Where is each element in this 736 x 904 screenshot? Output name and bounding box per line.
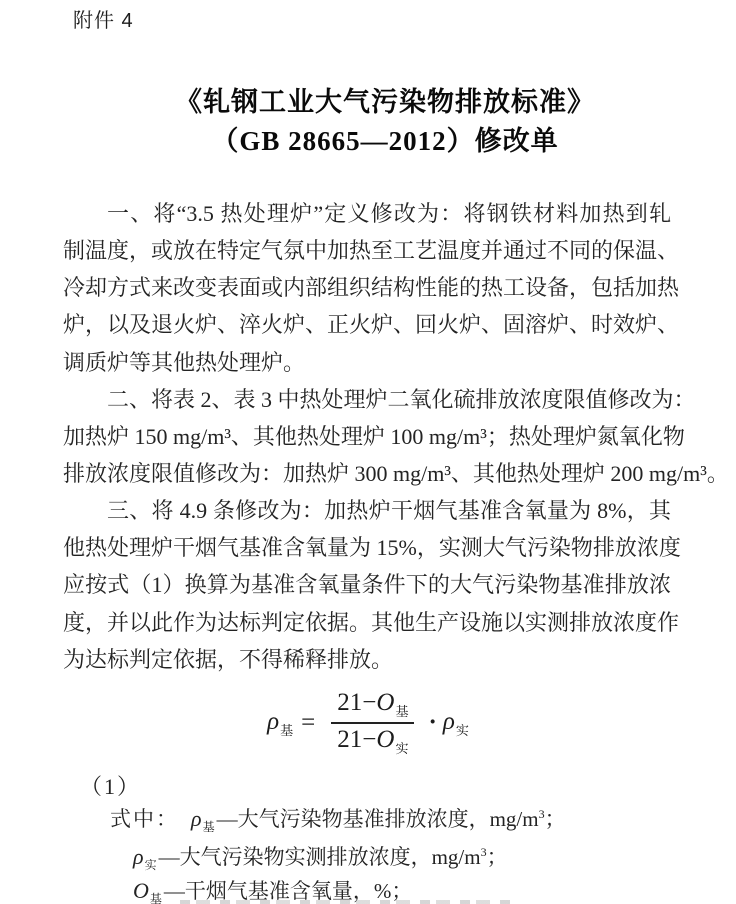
body-line: 二、将表 2、表 3 中热处理炉二氧化硫排放浓度限值修改为： bbox=[107, 386, 696, 412]
definition-line: 式中： $\rho_基—$大气污染物基准排放浓度，$mg/m^3$； bbox=[110, 806, 566, 834]
body-line: 炉，以及退火炉、淬火炉、正火炉、回火炉、固溶炉、时效炉、 bbox=[63, 312, 680, 338]
attachment-label: 附件 4 bbox=[73, 10, 134, 32]
body-line: 应按式（1）换算为基准含氧量条件下的大气污染物基准排放浓 bbox=[63, 572, 671, 598]
definition-line: $O_基—$干烟气基准含氧量，%； bbox=[133, 878, 413, 904]
body-line: 加热炉 150 mg/m³、其他热处理炉 100 mg/m³；热处理炉氮氧化物 bbox=[63, 423, 685, 449]
superscript: 3 bbox=[480, 845, 487, 859]
body-line: 三、将 4.9 条修改为：加热炉干烟气基准含氧量为 8%，其 bbox=[107, 498, 671, 524]
definition-text: —大气污染物实测排放浓度，mg/m bbox=[158, 845, 481, 869]
superscript: 3 bbox=[538, 807, 545, 821]
formula-number-label: （1） bbox=[80, 774, 142, 799]
rho-base-symbol: ρ bbox=[191, 806, 202, 831]
formula-lhs-symbol: $\rho_基$ bbox=[267, 707, 294, 738]
body-line: 一、将“3.5 热处理炉”定义修改为：将钢铁材料加热到轧 bbox=[107, 201, 671, 226]
formula-rhs-symbol: $\rho_实$ bbox=[442, 707, 469, 738]
formula-fraction bbox=[331, 689, 414, 757]
rho-measured-symbol: ρ bbox=[133, 844, 144, 869]
multiplication-dot: · bbox=[428, 709, 437, 736]
body-line: 他热处理炉干烟气基准含氧量为 15%，实测大气污染物排放浓度 bbox=[63, 535, 681, 561]
body-line: 制温度，或放在特定气氛中加热至工艺温度并通过不同的保温、 bbox=[63, 238, 680, 264]
body-line: 调质炉等其他热处理炉。 bbox=[63, 349, 306, 375]
document-body bbox=[63, 195, 729, 678]
page-bottom-cutoff-line bbox=[180, 900, 510, 904]
emission-conversion-formula bbox=[0, 681, 736, 765]
definition-text: —干烟气基准含氧量，%； bbox=[163, 879, 413, 903]
body-line: 度，并以此作为达标判定依据。其他生产设施以实测排放浓度作 bbox=[63, 609, 680, 635]
equals-sign: = bbox=[301, 709, 316, 736]
document-title-line-2: （GB 28665—2012）修改单 bbox=[211, 126, 559, 156]
body-line: 排放浓度限值修改为：加热炉 300 mg/m³、其他热处理炉 200 mg/m³。 bbox=[63, 460, 729, 486]
body-line: 为达标判定依据，不得稀释排放。 bbox=[63, 646, 394, 672]
formula-denominator: $21-O_实$ bbox=[337, 726, 409, 756]
definition-lead: 式中： bbox=[110, 807, 179, 831]
body-line: 冷却方式来改变表面或内部组织结构性能的热工设备，包括加热 bbox=[63, 275, 680, 301]
definition-line: $\rho_实—$大气污染物实测排放浓度，$mg/m^3$； bbox=[133, 844, 508, 872]
document-title-line-1: 《轧钢工业大气污染物排放标准》 bbox=[175, 87, 595, 117]
oxygen-base-symbol: O bbox=[133, 878, 149, 903]
formula-numerator: $21-O_基$ bbox=[331, 689, 414, 724]
definition-text: —大气污染物基准排放浓度，mg/m bbox=[216, 807, 539, 831]
